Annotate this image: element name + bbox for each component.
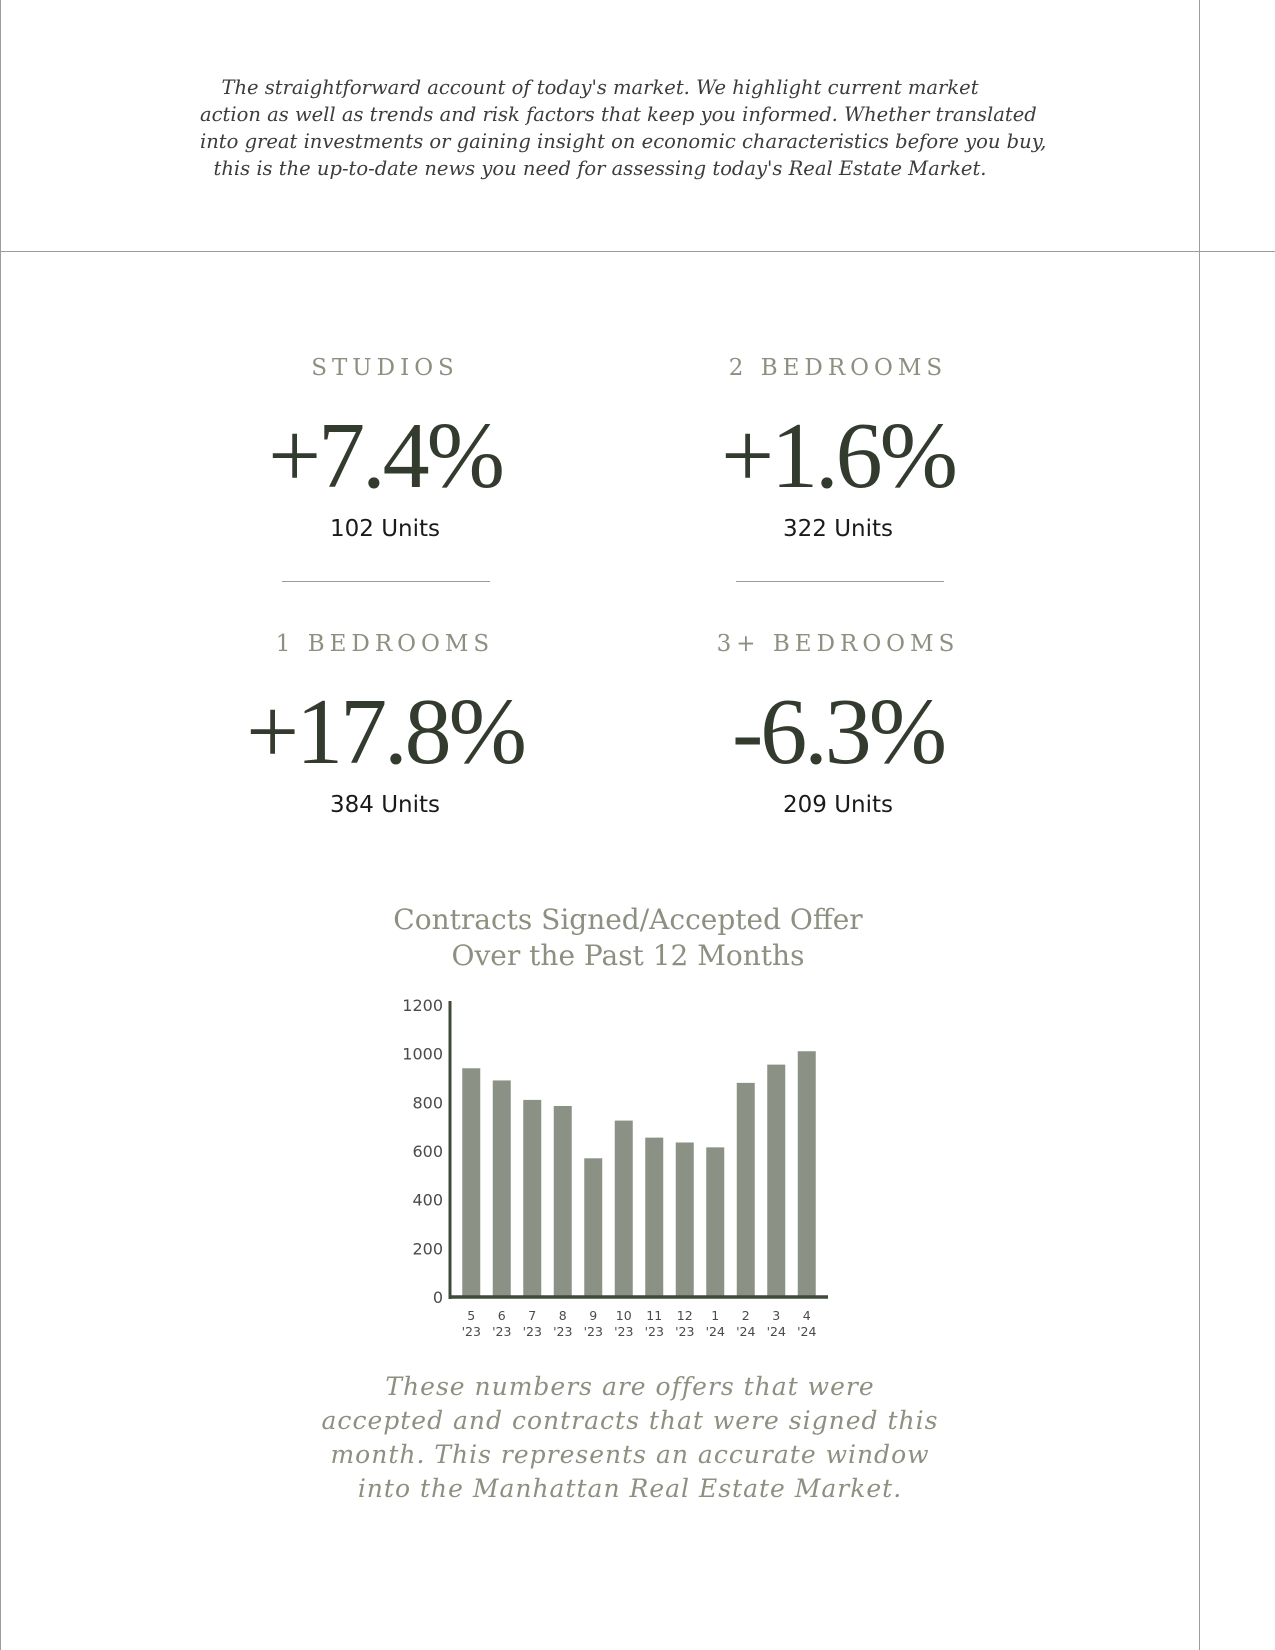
x-tick-label: 12 <box>676 1308 693 1323</box>
x-tick-label: 5 <box>467 1308 476 1323</box>
stat-units: 322 Units <box>782 516 893 542</box>
x-tick-label: '23 <box>675 1324 695 1339</box>
x-tick-label: '24 <box>736 1324 756 1339</box>
x-tick-label: '23 <box>522 1324 542 1339</box>
x-tick-label: 2 <box>741 1308 750 1323</box>
bar <box>462 1068 480 1297</box>
y-tick-label: 1200 <box>402 996 443 1015</box>
stat-percent: +7.4% <box>268 404 502 508</box>
x-tick-label: '23 <box>492 1324 512 1339</box>
bar <box>615 1121 633 1297</box>
x-tick-label: 8 <box>558 1308 567 1323</box>
left-border-line <box>0 0 1 1650</box>
stat-three-plus-bedrooms <box>658 628 1018 820</box>
stat-percent: +17.8% <box>246 680 524 784</box>
bar <box>554 1106 572 1297</box>
intro-line: this is the up-to-date news you need for assessing today's Real Estate Market. <box>213 157 987 180</box>
intro-line: into great investments or gaining insight on economic characteristics before you buy, <box>200 130 1047 153</box>
note-line: accepted and contracts that were signed this <box>321 1406 939 1435</box>
note-line: These numbers are offers that were <box>385 1372 875 1401</box>
note-line: into the Manhattan Real Estate Market. <box>357 1474 903 1503</box>
y-tick-label: 800 <box>412 1093 443 1113</box>
stat-label: 1 BEDROOMS <box>275 631 495 657</box>
bar <box>493 1080 511 1297</box>
y-tick-label: 1000 <box>402 1044 443 1064</box>
y-tick-label: 600 <box>412 1142 443 1161</box>
bar <box>737 1083 755 1297</box>
x-tick-label: 10 <box>615 1308 632 1323</box>
x-tick-label: 7 <box>528 1308 537 1323</box>
x-tick-label: '23 <box>583 1324 603 1339</box>
y-tick-label: 200 <box>412 1239 443 1259</box>
bar <box>523 1100 541 1297</box>
chart-title <box>338 902 918 974</box>
x-tick-label: 3 <box>772 1308 781 1323</box>
x-tick-label: 6 <box>497 1308 506 1323</box>
x-tick-label: '24 <box>766 1324 786 1339</box>
stat-label: 2 BEDROOMS <box>728 355 948 381</box>
stat-percent: +1.6% <box>721 404 955 508</box>
x-tick-label: 11 <box>646 1308 663 1323</box>
stat-one-bedroom <box>205 628 565 820</box>
bar <box>584 1158 602 1297</box>
intro-paragraph <box>200 74 1047 182</box>
stat-label: 3+ BEDROOMS <box>716 631 960 657</box>
x-tick-label: '24 <box>705 1324 725 1339</box>
x-tick-label: '23 <box>614 1324 634 1339</box>
x-tick-label: '23 <box>461 1324 481 1339</box>
bar <box>645 1138 663 1297</box>
header-divider <box>0 251 1275 252</box>
stat-studios <box>205 352 565 544</box>
stat-two-bedrooms <box>658 352 1018 544</box>
x-tick-label: 9 <box>589 1308 598 1323</box>
stat-units: 102 Units <box>329 516 440 542</box>
y-tick-label: 400 <box>412 1190 443 1210</box>
stat-units: 384 Units <box>329 792 440 818</box>
chart-note <box>320 1370 940 1506</box>
x-tick-label: '24 <box>797 1324 817 1339</box>
bar <box>767 1065 785 1297</box>
intro-line: The straightforward account of today's market. We highlight current market <box>221 76 979 99</box>
intro-line: action as well as trends and risk factors that keep you informed. Whether translated <box>200 103 1037 126</box>
chart-title-line: Contracts Signed/Accepted Offer <box>393 903 863 936</box>
note-line: month. This represents an accurate window <box>330 1440 930 1469</box>
stat-divider <box>736 581 944 582</box>
stat-percent: -6.3% <box>731 680 945 784</box>
x-tick-label: '23 <box>644 1324 664 1339</box>
stat-divider <box>282 581 490 582</box>
stat-units: 209 Units <box>782 792 893 818</box>
bar <box>706 1147 724 1297</box>
chart-title-line: Over the Past 12 Months <box>451 939 805 972</box>
bar <box>676 1142 694 1297</box>
contracts-bar-chart <box>370 985 840 1340</box>
stat-label: STUDIOS <box>311 355 459 381</box>
bar <box>798 1051 816 1297</box>
x-tick-label: '23 <box>553 1324 573 1339</box>
right-border-line <box>1199 0 1200 1650</box>
x-tick-label: 4 <box>802 1308 811 1323</box>
y-tick-label: 0 <box>432 1288 443 1307</box>
x-tick-label: 1 <box>711 1308 720 1323</box>
